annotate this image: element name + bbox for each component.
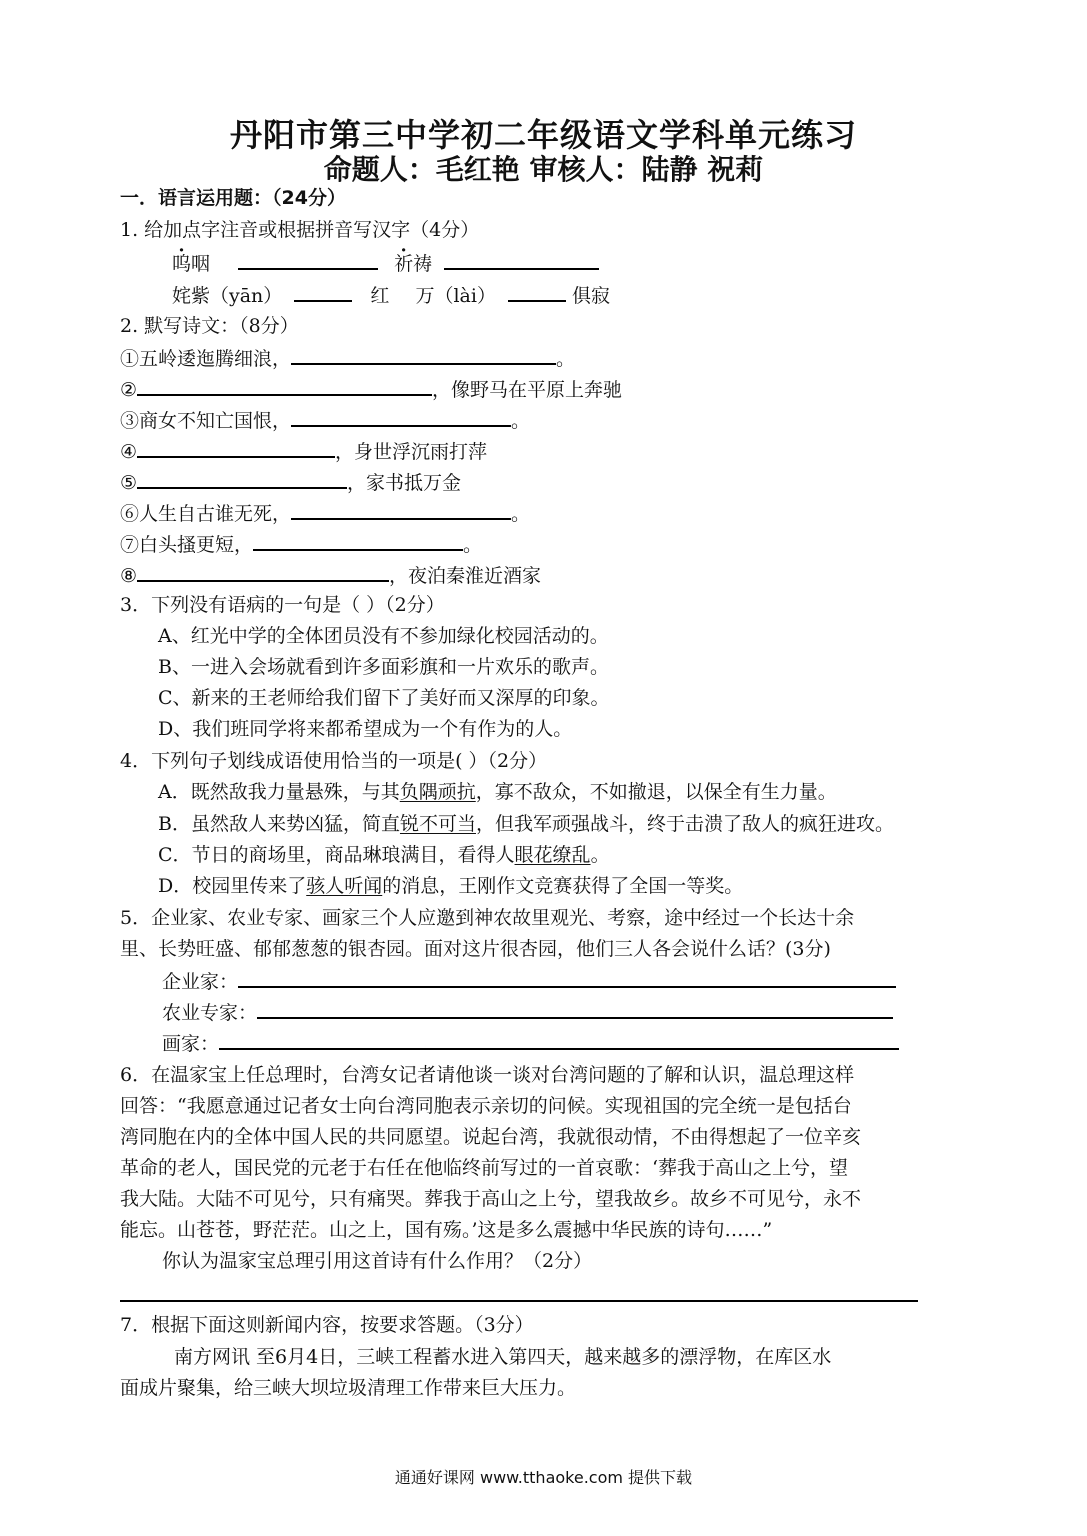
q1-row2 <box>172 282 610 308</box>
q6-question: 你认为温家宝总理引用这首诗有什么作用？（2分） <box>162 1250 593 1272</box>
answer-blank[interactable] <box>137 376 432 396</box>
q2-text: ⑧ <box>120 565 138 587</box>
q2-text: ，夜泊秦淮近酒家 <box>389 565 542 587</box>
q1-word-4a: 红 <box>370 285 390 307</box>
q4-text: ，寡不敌众，不如撤退，以保全有生力量。 <box>475 781 837 803</box>
q6-line: 6．在温家宝上任总理时，台湾女记者请他谈一谈对台湾问题的了解和认识，温总理这样 <box>120 1064 855 1086</box>
q2-text: ，身世浮沉雨打萍 <box>335 441 488 463</box>
q4-text: 。 <box>590 844 610 866</box>
page-subtitle: 命题人：毛红艳 审核人：陆静 祝莉 <box>323 153 764 186</box>
q2-line-1 <box>120 345 575 371</box>
q2-text: ⑥人生自古谁无死， <box>120 503 292 525</box>
answer-blank[interactable] <box>219 1030 899 1050</box>
q4-text: A．既然敌我力量悬殊，与其 <box>158 781 400 803</box>
q2-line-7 <box>120 531 482 557</box>
answer-blank[interactable] <box>137 438 335 458</box>
q4-underlined-idiom: 锐不可当 <box>399 813 476 835</box>
q4-option-c <box>158 843 610 867</box>
q6-line: 革命的老人，国民党的元老于右任在他临终前写过的一首哀歌：‘葬我于高山之上兮，望 <box>120 1157 849 1179</box>
answer-blank[interactable] <box>444 250 599 270</box>
q6-passage <box>120 1060 861 1277</box>
q4-underlined-idiom: 骇人听闻 <box>306 875 383 897</box>
q4-underlined-idiom: 眼花缭乱 <box>514 844 591 866</box>
q4-text: B．虽然敌人来势凶猛，简直 <box>158 813 400 835</box>
q2-text: ③商女不知亡国恨， <box>120 410 292 432</box>
q3-option-b: B、一进入会场就看到许多面彩旗和一片欢乐的歌声。 <box>158 656 609 678</box>
q2-text: 。 <box>463 534 483 556</box>
q2-text: 。 <box>511 410 531 432</box>
q3-option-a: A、红光中学的全体团员没有不参加绿化校园活动的。 <box>158 625 609 647</box>
q5-respondent-1 <box>162 968 896 994</box>
q4-option-d <box>158 874 743 898</box>
page-footer: 通通好课网 www.tthaoke.com 提供下载 <box>394 1468 693 1487</box>
section-heading: 一．语言运用题：（24分） <box>120 187 346 209</box>
q2-text: ，家书抵万金 <box>347 472 462 494</box>
q7-news-line-2: 面成片聚集，给三峡大坝垃圾清理工作带来巨大压力。 <box>120 1377 577 1399</box>
answer-blank[interactable] <box>238 250 378 270</box>
q2-text: ④ <box>120 441 138 463</box>
q6-line: 我大陆。大陆不可见兮，只有痛哭。葬我于高山之上兮，望我故乡。故乡不可见兮，永不 <box>120 1188 862 1210</box>
q4-option-b <box>158 812 894 836</box>
q4-option-a <box>158 780 837 804</box>
answer-blank[interactable] <box>137 469 347 489</box>
answer-blank[interactable] <box>291 500 511 520</box>
answer-blank[interactable] <box>257 999 893 1019</box>
q2-text: ⑦白头搔更短， <box>120 534 254 556</box>
q6-answer-line[interactable] <box>120 1300 918 1302</box>
q5-line-2: 里、长势旺盛、郁郁葱葱的银杏园。面对这片很杏园，他们三人各会说什么话？(3分) <box>120 938 831 960</box>
q1-dot-char: 祈 <box>394 253 414 275</box>
q6-line: 回答：“我愿意通过记者女士向台湾同胞表示亲切的问候。实现祖国的完全统一是包括台 <box>120 1095 852 1117</box>
q7-news-line-1: 南方网讯 至6月4日，三峡工程蓄水进入第四天，越来越多的漂浮物，在库区水 <box>174 1346 832 1368</box>
q3-option-c: C、新来的王老师给我们留下了美好而又深厚的印象。 <box>158 687 610 709</box>
q2-text: 。 <box>511 503 531 525</box>
q6-line: 湾同胞在内的全体中国人民的共同愿望。说起台湾，我就很动情，不由得想起了一位辛亥 <box>120 1126 862 1148</box>
q2-line-4 <box>120 438 487 464</box>
answer-blank[interactable] <box>508 282 566 302</box>
q1-word-4c: 俱寂 <box>572 285 611 307</box>
page-title: 丹阳市第三中学初二年级语文学科单元练习 <box>229 116 857 154</box>
q5-respondent-2 <box>162 999 893 1025</box>
q6-line: 能忘。山苍苍，野茫茫。山之上，国有殇。’这是多么震撼中华民族的诗句……” <box>120 1219 773 1241</box>
q5-label: 画家： <box>162 1033 220 1055</box>
q4-text: D．校园里传来了 <box>158 875 307 897</box>
q2-text: ①五岭逶迤腾细浪， <box>120 348 292 370</box>
answer-blank[interactable] <box>137 562 389 582</box>
q1-word-3: 姹紫（yān） <box>172 285 283 307</box>
q3-option-d: D、我们班同学将来都希望成为一个有作为的人。 <box>158 718 573 740</box>
answer-blank[interactable] <box>291 407 511 427</box>
answer-blank[interactable] <box>238 968 896 988</box>
q2-text: ，像野马在平原上奔驰 <box>432 379 623 401</box>
q3-prompt: 3．下列没有语病的一句是（ ）（2分） <box>120 594 445 616</box>
q1-word-1: 呜咽 <box>172 253 211 275</box>
q7-prompt: 7．根据下面这则新闻内容，按要求答题。（3分） <box>120 1314 534 1336</box>
q2-text: ⑤ <box>120 472 138 494</box>
q5-label: 企业家： <box>162 971 239 993</box>
q2-line-3 <box>120 407 530 433</box>
q5-respondent-3 <box>162 1030 899 1056</box>
q4-underlined-idiom: 负隅顽抗 <box>399 781 476 803</box>
q1-word-2: 祈祷 <box>394 253 433 275</box>
answer-blank[interactable] <box>253 531 463 551</box>
q4-text: ，但我军顽强战斗，终于击溃了敌人的疯狂进攻。 <box>475 813 894 835</box>
q2-line-2 <box>120 376 622 402</box>
q5-label: 农业专家： <box>162 1002 258 1024</box>
q5-line-1: 5．企业家、农业专家、画家三个人应邀到神农故里观光、考察，途中经过一个长达十余 <box>120 907 855 929</box>
q2-line-6 <box>120 500 530 526</box>
answer-blank[interactable] <box>294 282 352 302</box>
q1-row1 <box>172 250 599 276</box>
q4-text: 的消息，王刚作文竞赛获得了全国一等奖。 <box>382 875 744 897</box>
q2-prompt: 2. 默写诗文：（8分） <box>120 315 299 337</box>
answer-blank[interactable] <box>291 345 556 365</box>
q2-text: 。 <box>556 348 576 370</box>
q1-dot-char: 呜 <box>172 253 192 275</box>
q4-text: C．节日的商场里，商品琳琅满目，看得人 <box>158 844 515 866</box>
q2-line-5 <box>120 469 461 495</box>
q4-prompt: 4．下列句子划线成语使用恰当的一项是( ）（2分） <box>120 750 548 772</box>
q2-text: ② <box>120 379 138 401</box>
q1-word-4b: 万（lài） <box>415 285 496 307</box>
q2-line-8 <box>120 562 541 588</box>
q1-prompt: 1. 给加点字注音或根据拼音写汉字（4分） <box>120 219 480 241</box>
